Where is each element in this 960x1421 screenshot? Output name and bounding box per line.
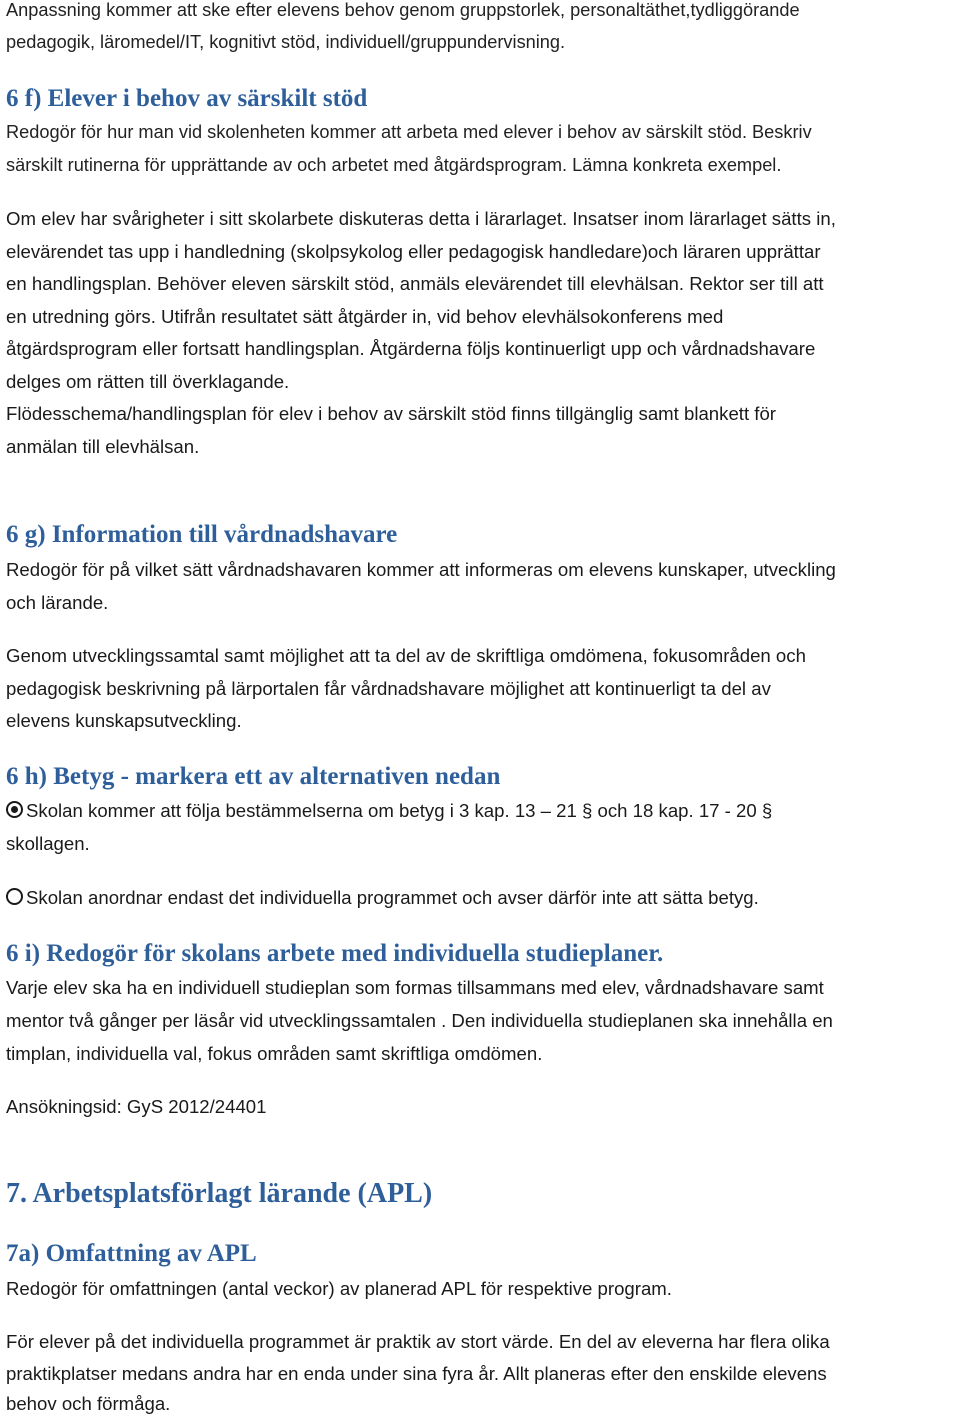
section-6g-answer-line: elevens kunskapsutveckling. [6, 710, 242, 731]
grading-option-1[interactable] [6, 795, 960, 828]
section-6f-answer-line: Flödesschema/handlingsplan för elev i behov av särskilt stöd finns tillgänglig samt blankett för [6, 403, 776, 424]
radio-checked-icon[interactable] [6, 801, 23, 818]
section-6f-answer-line: en handlingsplan. Behöver eleven särskilt stöd, anmäls elevärendet till elevhälsan. Rektor ser till att [6, 273, 824, 294]
grading-option-1-label: Skolan kommer att följa bestämmelserna om betyg i 3 kap. 13 – 21 § och 18 kap. 17 - 20 § [26, 800, 773, 821]
section-7a-answer-line: För elever på det individuella programmet är praktik av stort värde. En del av eleverna har flera olika [6, 1331, 830, 1352]
grading-option-1-label-cont: skollagen. [6, 833, 90, 854]
section-6f-answer-line: elevärendet tas upp i handledning (skolpsykolog eller pedagogisk handledare)och läraren upprättar [6, 241, 821, 262]
section-7a-prompt: Redogör för omfattningen (antal veckor) av planerad APL för respektive program. [6, 1278, 672, 1299]
section-6f-answer-line: delges om rätten till överklagande. [6, 371, 290, 392]
section-7a-answer-line: behov och förmåga. [6, 1393, 171, 1414]
section-6h-heading: 6 h) Betyg - markera ett av alternativen nedan [6, 763, 501, 790]
section-7a-heading: 7a) Omfattning av APL [6, 1240, 257, 1267]
section-6i-heading: 6 i) Redogör för skolans arbete med individuella studieplaner. [6, 940, 664, 967]
section-7-heading: 7. Arbetsplatsförlagt lärande (APL) [6, 1178, 433, 1209]
section-6g-prompt-line: Redogör för på vilket sätt vårdnadshavaren kommer att informeras om elevens kunskaper, utveckling [6, 559, 836, 580]
section-6g-prompt-line: och lärande. [6, 592, 109, 613]
grading-option-2-label: Skolan anordnar endast det individuella programmet och avser därför inte att sätta betyg. [26, 887, 759, 908]
section-6g-answer-line: Genom utvecklingssamtal samt möjlighet att ta del av de skriftliga omdömena, fokusområden och [6, 645, 806, 666]
section-6f-answer-line: anmälan till elevhälsan. [6, 436, 200, 457]
section-6g-heading: 6 g) Information till vårdnadshavare [6, 521, 398, 548]
section-7a-answer-line: praktikplatser medans andra har en enda under sina fyra år. Allt planeras efter den enskilde elevens [6, 1363, 827, 1384]
section-6i-answer-line: timplan, individuella val, fokus områden samt skriftliga omdömen. [6, 1043, 543, 1064]
intro-line-2: pedagogik, läromedel/IT, kognitivt stöd, individuell/gruppundervisning. [6, 32, 566, 52]
section-6i-answer-line: Varje elev ska ha en individuell studieplan som formas tillsammans med elev, vårdnadshavare samt [6, 977, 824, 998]
section-6f-prompt-line-1: Redogör för hur man vid skolenheten kommer att arbeta med elever i behov av särskilt stöd. Beskriv [6, 122, 812, 142]
section-6f-answer-line: en utredning görs. Utifrån resultatet sätt åtgärder in, vid behov elevhälsokonferens med [6, 306, 724, 327]
radio-unchecked-icon[interactable] [6, 888, 23, 905]
intro-line-1: Anpassning kommer att ske efter elevens behov genom gruppstorlek, personaltäthet,tydliggörande [6, 0, 800, 20]
section-6f-heading: 6 f) Elever i behov av särskilt stöd [6, 85, 368, 112]
grading-option-2[interactable] [6, 882, 960, 915]
section-6f-answer-line: åtgärdsprogram eller fortsatt handlingsplan. Åtgärderna följs kontinuerligt upp och vårdnadshavare [6, 338, 816, 359]
section-6g-answer-line: pedagogisk beskrivning på lärportalen får vårdnadshavare möjlighet att kontinuerligt ta del av [6, 678, 771, 699]
section-6f-prompt-line-2: särskilt rutinerna för upprättande av och arbetet med åtgärdsprogram. Lämna konkreta exempel. [6, 155, 782, 175]
section-6i-answer-line: mentor två gånger per läsår vid utvecklingssamtalen . Den individuella studieplanen ska innehålla en [6, 1010, 833, 1031]
application-id: Ansökningsid: GyS 2012/24401 [6, 1096, 267, 1117]
section-6f-answer-line: Om elev har svårigheter i sitt skolarbete diskuteras detta i lärarlaget. Insatser inom lärarlaget sätts in, [6, 208, 836, 229]
